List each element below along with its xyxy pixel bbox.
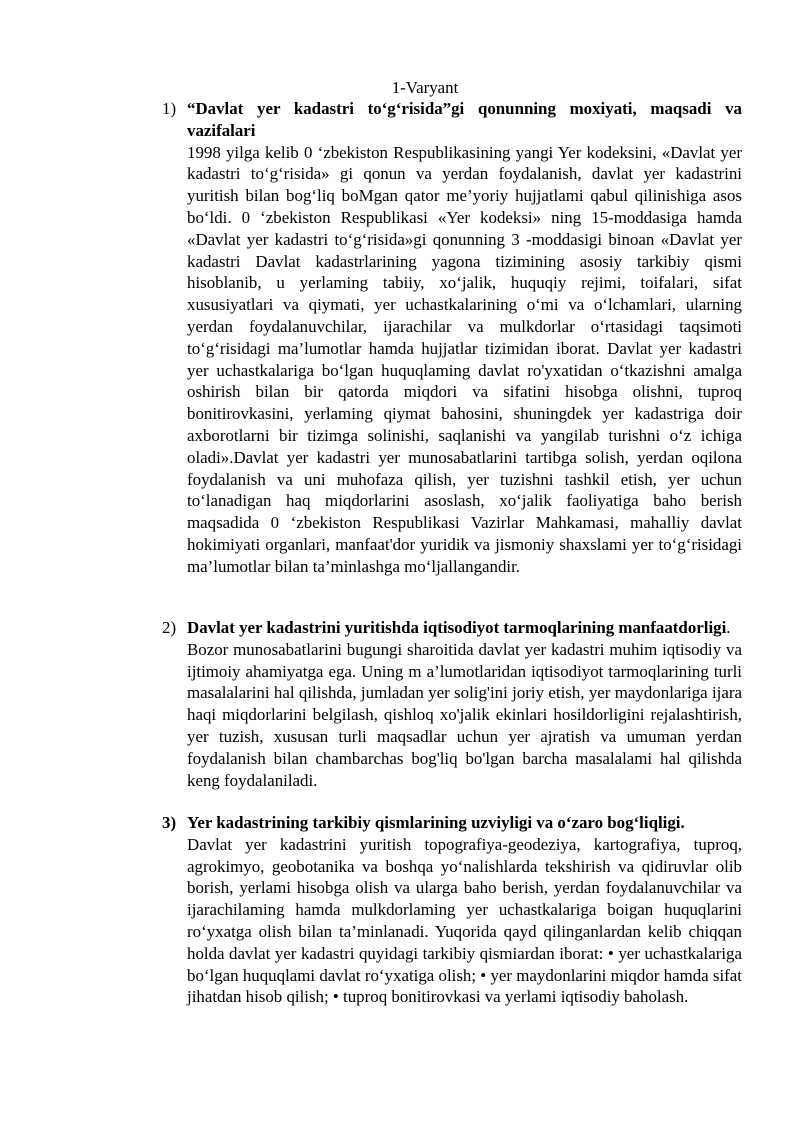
section-heading: “Davlat yer kadastri to‘g‘risida”gi qonunning moxiyati, maqsadi va vazifalari — [187, 99, 742, 140]
section-body: Bozor munosabatlarini bugungi sharoitida davlat yer kadastri muhim iqtisodiy va ijtimoiy ahamiyatga ega. Uning m a’lumotlaridan iqtisodiyot tarmoqlarining turli masalalarini hal qilishda, jumladan yer solig'ini joriy etish, yer maydonlariga ijara haqi miqdorlarini belgilash, qishloq xo'jalik ekinlari hosildorligini rejalashtirish, yer tuzish, xususan turli maqsadlar uchun yer ajratish va umuman yerdan foydalanish bilan chambarchas bog'liq bo'lgan barcha masalalami hal qilishda keng foydalaniladi. — [187, 639, 742, 790]
section-body: 1998 yilga kelib 0 ‘zbekiston Respublikasining yangi Yer kodeksini, «Davlat yer kadastri to‘g‘risida» gi qonun va yerdan foydalanish, davlat yer kadastrini yuritish bilan bog‘liq boMgan qator me’yoriy hujjatlami qabul qilinishiga asos bo‘ldi. 0 ‘zbekiston Respublikasi «Yer kodeksi» ning 15-moddasiga hamda «Davlat yer kadastri to‘g‘risida»gi qonunning 3 -moddasigi binoan «Davlat yer kadastri Davlat kadastrlarining yagona tizimining asosiy tarkibiy qismi hisoblanib, u yerlaming tabiiy, xo‘jalik, huquqiy rejimi, toifalari, sifat xususiyatlari va qiymati, yer uchastkalarining o‘mi va o‘lchamlari, ularning yerdan foydalanuvchilar, ijarachilar va mulkdorlar o‘rtasidagi taqsimoti to‘g‘risidagi ma’lumotlar hamda hujjatlar tizimidan iborat. Davlat yer kadastri yer uchastkalariga bo‘lgan huquqlaming davlat ro'yxatidan o‘tkazishni amalga oshirish bilan bir qatorda miqdori va sifatini hisobga olishni, tuproq bonitirovkasini, yerlaming qiymat bahosini, shuningdek yer kadastriga doir axborotlarni bir tizimga solinishi, saqlanishi va yangilab turishni o‘z ichiga oladi».Davlat yer kadastri yer munosabatlarini tartibga solish, yerdan oqilona foydalanish va uni muhofaza qilish, yer tuzishni tashkil etish, yer uchun to‘lanadigan haq miqdorlarini asoslash, xo‘jalik faoliyatiga baho berish maqsadida 0 ‘zbekiston Respublikasi Vazirlar Mahkamasi, mahalliy davlat hokimiyati organlari, manfaat'dor yuridik va jismoniy shaxslami yer to‘g‘risidagi ma’lumotlar bilan ta’minlashga mo‘ljallangandir. — [187, 142, 742, 576]
page-title: 1-Varyant — [391, 78, 459, 97]
section-number: 3) — [162, 813, 177, 832]
section-3 — [162, 812, 742, 1008]
section-number: 2) — [162, 618, 177, 637]
section-heading: Yer kadastrining tarkibiy qismlarining uzviyligi va o‘zaro bog‘liqligi. — [187, 813, 685, 832]
section-heading-text: Davlat yer kadastrini yuritishda iqtisodiyot tarmoqlarining manfaatdorligi — [187, 618, 727, 637]
section-1 — [162, 98, 742, 578]
section-number: 1) — [162, 99, 177, 118]
section-2 — [162, 617, 742, 791]
section-body: Davlat yer kadastrini yuritish topografiya-geodeziya, kartografiya, tuproq, agrokimyo, geobotanika va boshqa yo‘nalishlarda tekshirish va qidiruvlar olib borish, yerlami hisobga olish va ularga baho berish, yerdan foydalanuvchilar va ijarachilaming hamda mulkdorlaming yer uchastkalariga boigan huquqlarini ro‘yxatga olish bilan ta’minlanadi. Yuqorida qayd qilinganlardan kelib chiqqan holda davlat yer kadastri quyidagi tarkibiy qismiardan iborat: • yer uchastkalariga bo‘lgan huquqlami davlat ro‘yxatiga olish; • yer maydonlarini miqdor hamda sifat jihatdan hisob qilish; • tuproq bonitirovkasi va yerlami iqtisodiy baholash. — [187, 834, 742, 1007]
section-heading-suffix: . — [726, 618, 731, 637]
section-heading — [187, 617, 742, 639]
